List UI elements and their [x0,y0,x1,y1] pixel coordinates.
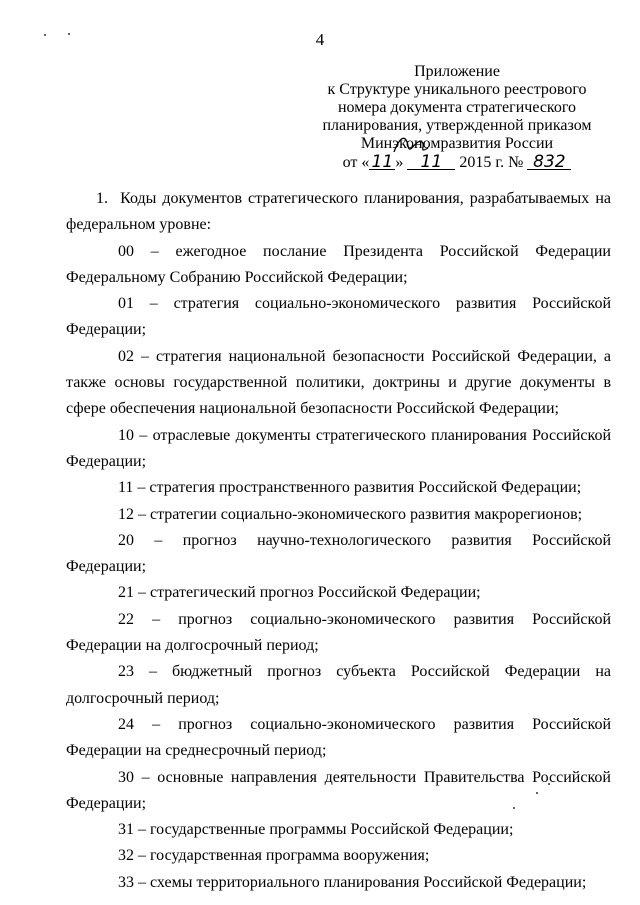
code-list-item: 11 – стратегия пространственного развития Российской Федерации; [118,479,582,497]
code-list-item: 00 – ежегодное послание Президента Российской Федерации Федеральному Собранию Российской Федерации; [66,242,611,286]
document-body [66,186,611,896]
appendix-line: к Структуре уникального реестрового [327,81,587,98]
signature-scribble-icon [388,130,448,160]
code-list-item: 01 – стратегия социально-экономического развития Российской Федерации; [66,295,611,339]
code-list-item: 30 – основные направления деятельности Правительства Российской Федерации; [66,768,611,812]
doc-number-field [527,153,571,170]
date-year: 2015 г. № [459,154,524,171]
code-list-item: 33 – схемы территориального планирования Российской Федерации; [118,873,587,891]
code-list-item: 10 – отраслевые документы стратегического планирования Российской Федерации; [66,426,611,470]
date-day: 11 [371,152,394,172]
appendix-line: Минэкономразвития России [360,135,554,152]
order-date-line [322,153,592,172]
page-number: 4 [315,30,325,49]
appendix-line: планирования, утвержденной приказом [322,117,592,134]
appendix-line: номера документа стратегического [337,99,577,116]
code-list-item: 20 – прогноз научно-технологического развития Российской Федерации; [66,531,611,576]
code-list-item: 24 – прогноз социально-экономического развития Российской Федерации на среднесрочный период; [66,715,611,760]
code-list [66,239,611,896]
date-prefix: от « [342,154,370,171]
code-list-item: 12 – стратегии социально-экономического развития макрорегионов; [118,505,583,523]
appendix-header [322,63,592,172]
code-list-item: 21 – стратегический прогноз Российской Федерации; [118,584,481,602]
code-list-item: 02 – стратегия национальной безопасности Российской Федерации, а также основы государственной политики, доктрины и другие документы в сфере обеспечения национальной безопасности Российской Федерации; [66,347,611,418]
section-intro [66,186,611,239]
date-mid: » [395,154,404,171]
appendix-title: Приложение [414,63,500,80]
section-number: 1. [96,190,108,207]
date-month: 11 [420,152,443,172]
code-list-item: 32 – государственная программа вооружения; [118,847,430,865]
section-intro-text: Коды документов стратегического планирования, разрабатываемых на федеральном уровне: [66,190,612,234]
doc-number: 832 [533,152,566,172]
code-list-item: 31 – государственные программы Российской Федерации; [118,821,514,839]
code-list-item: 23 – бюджетный прогноз субъекта Российской Федерации на долгосрочный период; [66,663,611,707]
code-list-item: 22 – прогноз социально-экономического развития Российской Федерации на долгосрочный период; [66,610,611,655]
